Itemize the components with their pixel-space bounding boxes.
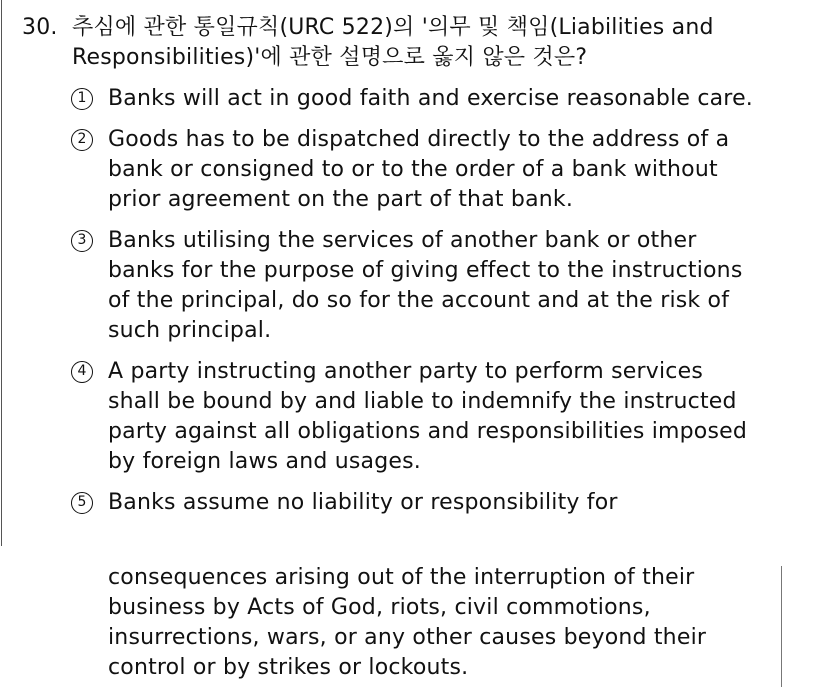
- option-1: [70, 84, 770, 114]
- question-text: 추심에 관한 통일규칙(URC 522)의 '의무 및 책임(Liabilities and Responsibilities)'에 관한 설명으로 옳지 않은 것은?: [72, 15, 714, 70]
- option-text: Banks utilising the services of another bank or other banks for the purpose of giving effect to the instructions of the principal, do so for the account and at the risk of such principal.: [108, 228, 743, 343]
- option-text: Banks assume no liability or responsibility for: [108, 490, 618, 515]
- circled-number-icon: 1: [71, 88, 93, 110]
- option-4: [70, 357, 770, 477]
- option-text: A party instructing another party to perform services shall be bound by and liable to indemnify the instructed party against all obligations and responsibilities imposed by foreign laws and usages.: [108, 359, 748, 474]
- circled-number-icon: 3: [71, 230, 93, 252]
- option-marker: [70, 84, 108, 114]
- left-column-rule: [1, 0, 2, 546]
- question-number: 30.: [22, 15, 58, 40]
- right-column-rule: [781, 566, 782, 687]
- option-2: [70, 125, 770, 215]
- circled-number-icon: 5: [71, 492, 93, 514]
- option-marker: [70, 357, 108, 477]
- option-marker: [70, 226, 108, 346]
- option-marker: [70, 125, 108, 215]
- option-5: [70, 488, 770, 518]
- options-list: [70, 84, 770, 529]
- option-text: Banks will act in good faith and exercise reasonable care.: [108, 86, 753, 111]
- question-header: [22, 13, 782, 73]
- option-marker: [70, 488, 108, 518]
- circled-number-icon: 2: [71, 129, 93, 151]
- question-block: [22, 13, 782, 73]
- option-5-continuation: consequences arising out of the interruption of their business by Acts of God, riots, civil commotions, insurrections, wars, or any other causes beyond their control or by strikes or lockouts.: [108, 565, 707, 680]
- option-text: Goods has to be dispatched directly to the address of a bank or consigned to or to the order of a bank without prior agreement on the part of that bank.: [108, 127, 730, 212]
- circled-number-icon: 4: [71, 361, 93, 383]
- option-3: [70, 226, 770, 346]
